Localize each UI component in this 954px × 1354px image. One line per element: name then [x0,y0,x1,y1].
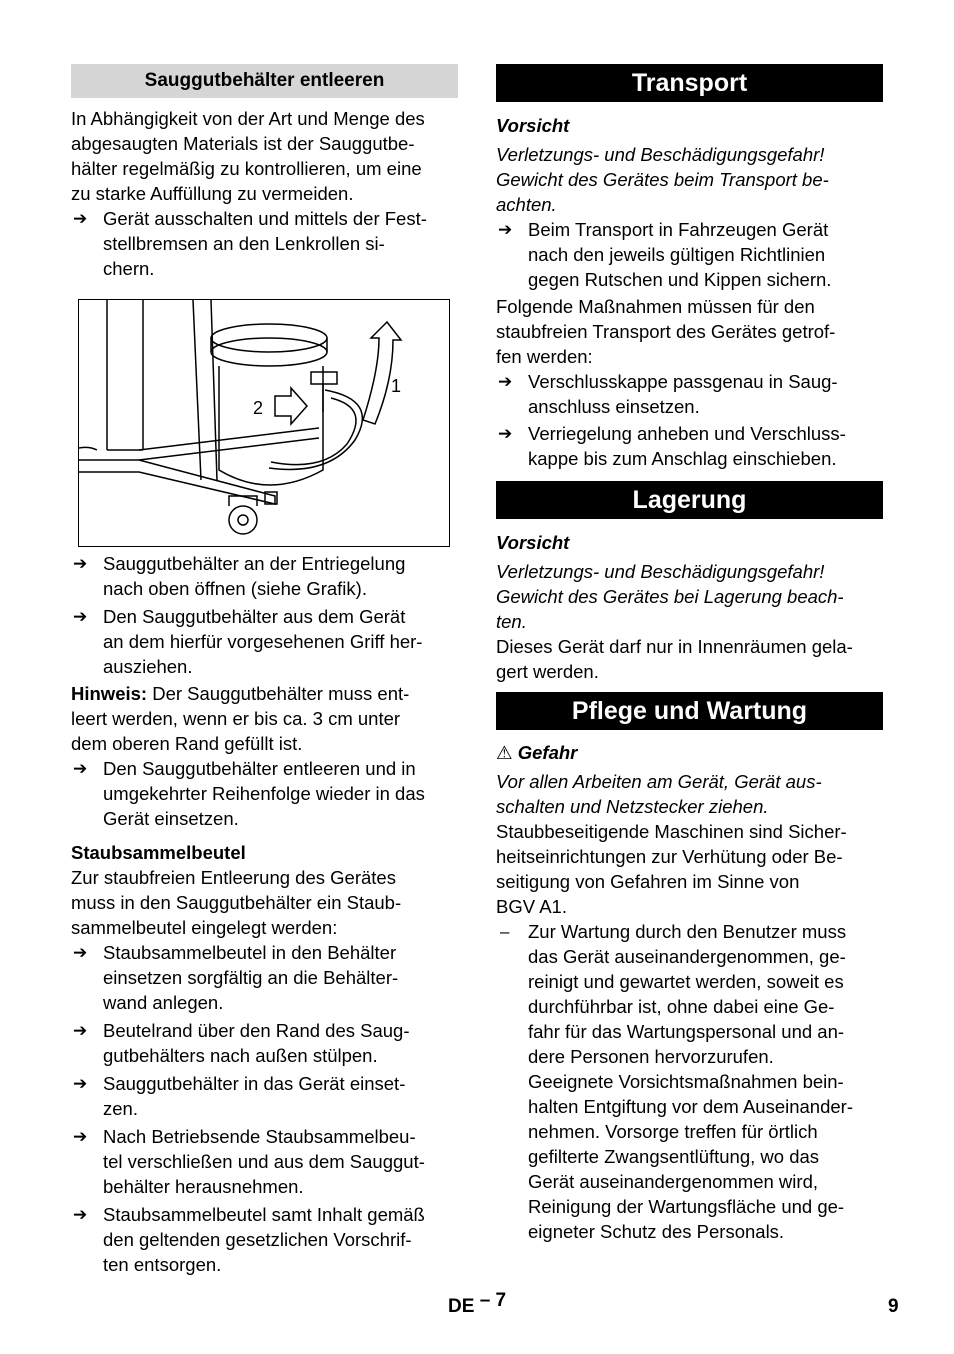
section-heading-emptying: Sauggutbehälter entleeren [71,64,458,98]
arrow-bullet-icon: ➔ [73,1205,88,1224]
list-item: ➔ Sauggutbehälter an der Entriegelung nach oben öffnen (siehe Grafik). [73,553,406,599]
arrow-bullet-icon: ➔ [73,943,88,962]
caution-text: Verletzungs- und Beschädigungsgefahr! Gewicht des Gerätes bei Lagerung beach- ten. [496,561,844,632]
section-heading-transport: Transport [496,64,883,102]
page-number: 9 [888,1296,899,1317]
arrow-bullet-icon: ➔ [73,554,88,573]
arrow-bullet-icon: ➔ [73,759,88,778]
list-item: ➔ Verriegelung anheben und Verschluss- kappe bis zum Anschlag einschieben. [498,423,846,469]
arrow-bullet-icon: ➔ [73,1021,88,1040]
warning-triangle-icon: ⚠ [496,742,513,763]
danger-text: Vor allen Arbeiten am Gerät, Gerät aus- schalten und Netzstecker ziehen. [496,771,822,817]
figure-label-2: 2 [253,398,264,418]
dust-bag-intro: Zur staubfreien Entleerung des Gerätes muss in den Sauggutbehälter ein Staub- sammelbeutel eingelegt werden: [71,867,402,938]
dash-bullet-icon: – [500,922,510,941]
arrow-bullet-icon: ➔ [73,1127,88,1146]
section-heading-care: Pflege und Wartung [496,692,883,730]
storage-paragraph: Dieses Gerät darf nur in Innenräumen gela- gert werden. [496,636,853,682]
page-footer [448,1290,507,1318]
subheading-dust-bag: Staubsammelbeutel [71,842,246,863]
section-heading-storage: Lagerung [496,481,883,519]
container-release-figure [78,299,450,547]
figure-label-1: 1 [391,376,402,396]
list-item: ➔ Sauggutbehälter in das Gerät einset- zen. [73,1073,406,1119]
caution-label: Vorsicht [496,115,570,136]
care-paragraph: Staubbeseitigende Maschinen sind Sicher- heitseinrichtungen zur Verhütung oder Be- seitigung von Gefahren im Sinne von BGV A1. [496,821,847,917]
danger-label: ⚠ Gefahr [496,742,578,763]
arrow-bullet-icon: ➔ [73,1074,88,1093]
hint-paragraph: Hinweis: Der Sauggutbehälter muss ent- leert werden, wenn er bis ca. 3 cm unter dem oberen Rand gefüllt ist. [71,683,410,754]
list-item: ➔ Nach Betriebsende Staubsammelbeu- tel verschließen und aus dem Sauggut- behälter herausnehmen. [73,1126,425,1197]
caution-label: Vorsicht [496,532,570,553]
arrow-bullet-icon: ➔ [73,607,88,626]
arrow-bullet-icon: ➔ [498,372,513,391]
caution-text: Verletzungs- und Beschädigungsgefahr! Gewicht des Gerätes beim Transport be- achten. [496,144,829,215]
list-item: ➔ Beim Transport in Fahrzeugen Gerät nach den jeweils gültigen Richtlinien gegen Rutschen und Kippen sichern. [498,219,832,290]
list-item: ➔ Gerät ausschalten und mittels der Fest- stellbremsen an den Lenkrollen si- chern. [73,208,427,279]
intro-paragraph: In Abhängigkeit von der Art und Menge des abgesaugten Materials ist der Sauggutbe- hälter regelmäßig zu kontrollieren, um eine zu starke Auffüllung zu vermeiden. [71,108,425,204]
left-column [71,64,458,1277]
list-item: ➔ Staubsammelbeutel in den Behälter einsetzen sorgfältig an die Behälter- wand anlegen. [73,942,399,1013]
arrow-bullet-icon: ➔ [73,209,88,228]
arrow-bullet-icon: ➔ [498,220,513,239]
list-item: ➔ Beutelrand über den Rand des Saug- gutbehälters nach außen stülpen. [73,1020,410,1066]
footer-language: DE [448,1296,475,1317]
vacuum-illustration [79,300,449,546]
list-item: – Zur Wartung durch den Benutzer muss das Gerät auseinandergenommen, ge- reinigt und gewartet werden, soweit es durchführbar ist, ohne dabei eine Ge- fahr für das Wartungspersonal und an- dere Personen hervorzurufen. Geeignete Vorsichtsmaßnahmen bein- halten Entgiftung vor dem Auseinander- nehmen. Vorsorge treffen für örtlich gefilterte Zwangsentlüftung, wo das Gerät auseinandergenommen wird, Reinigung der Wartungsfläche und ge- eigneter Schutz des Personals. [500,921,853,1242]
transport-paragraph: Folgende Maßnahmen müssen für den staubfreien Transport des Gerätes getrof- fen werden: [496,296,836,367]
footer-local-page: – 7 [479,1290,507,1311]
arrow-bullet-icon: ➔ [498,424,513,443]
right-column [496,64,883,1244]
list-item: ➔ Den Sauggutbehälter entleeren und in umgekehrter Reihenfolge wieder in das Gerät einsetzen. [73,758,425,829]
list-item: ➔ Verschlusskappe passgenau in Saug- anschluss einsetzen. [498,371,838,417]
list-item: ➔ Staubsammelbeutel samt Inhalt gemäß den geltenden gesetzlichen Vorschrif- ten entsorgen. [73,1204,425,1275]
list-item: ➔ Den Sauggutbehälter aus dem Gerät an dem hierfür vorgesehenen Griff her- ausziehen. [73,606,423,677]
